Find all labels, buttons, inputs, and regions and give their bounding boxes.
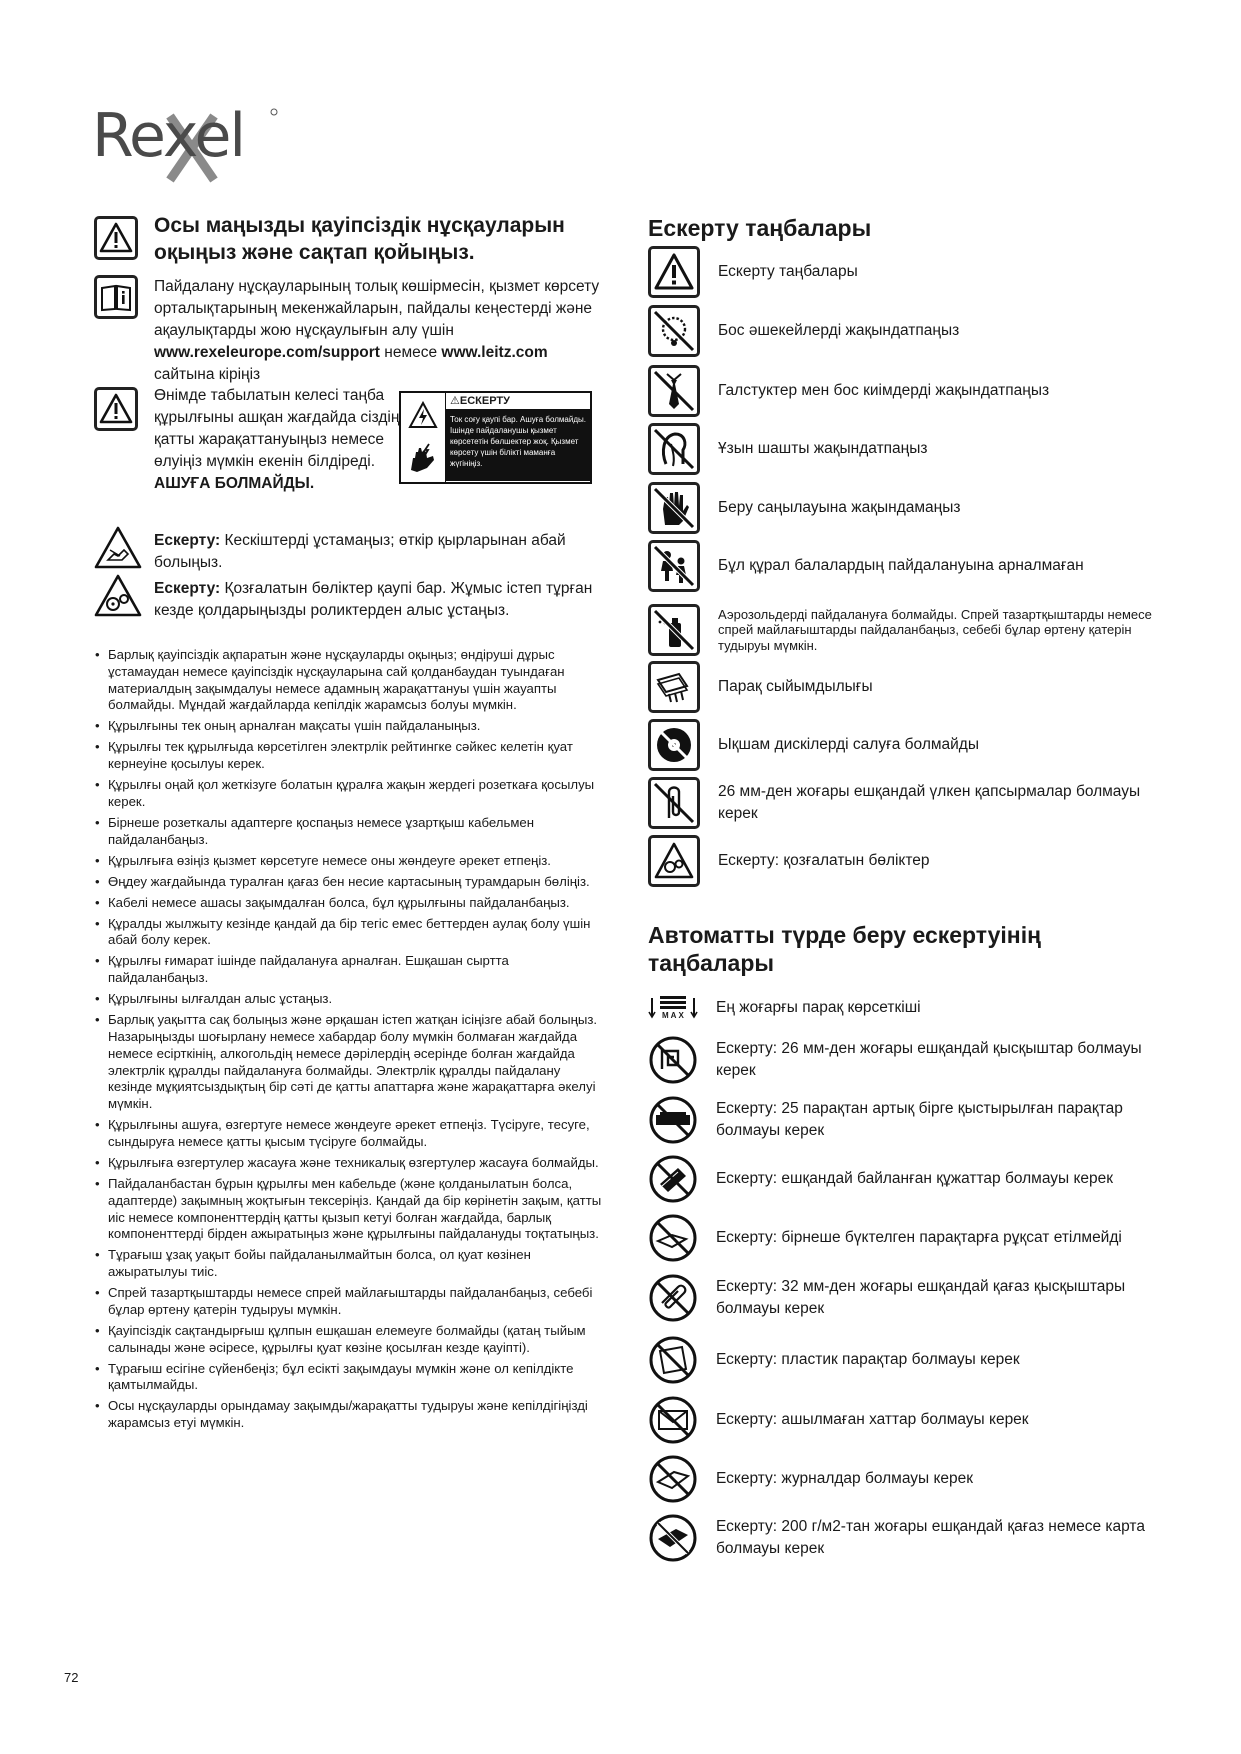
no-envelopes-icon: [648, 1395, 698, 1445]
symbol-row: Бұл құрал балалардың пайдалануына арналмаған: [648, 541, 1168, 591]
warning-label-title: ⚠ЕСКЕРТУ: [446, 393, 590, 410]
symbol-row: Парақ сыйымдылығы: [648, 662, 1168, 712]
moving-parts-icon: [648, 835, 700, 887]
symbol-row: Беру саңылауына жақындамаңыз: [648, 483, 1168, 533]
auto-feed-heading: Автоматты түрде беру ескертуінің таңбалары: [648, 922, 1041, 976]
no-aerosol-icon: [648, 604, 700, 656]
leitz-link[interactable]: www.leitz.com: [441, 344, 548, 361]
symbol-row: Ескерту: 25 парақтан артық бірге қыстырылған парақтар болмауы керек: [648, 1094, 1168, 1146]
no-folded-sheets-icon: [648, 1213, 698, 1263]
no-children-icon: [648, 540, 700, 592]
sheet-capacity-icon: [648, 661, 700, 713]
list-item: • Құрылғы оңай қол жеткізуге болатын құралға жақын жердегі розеткаға қосылуы керек.: [94, 777, 606, 811]
list-item: • Құралды жылжыту кезінде қандай да бір тегіс емес беттерден аулақ болу үшін абай болу керек.: [94, 916, 606, 950]
svg-text:Rexel: Rexel: [92, 101, 245, 171]
rexel-logo: [92, 96, 282, 188]
list-item: • Тұрағыш ұзақ уақыт бойы пайдаланылмайтын болса, ол қуат көзінен ажыратылуы тиіс.: [94, 1247, 606, 1281]
list-item: • Тұрағыш есігіне сүйенбеңіз; бұл есікті зақымдауы мүмкін және ол кепілдікте қамтылмайды.: [94, 1361, 606, 1395]
electric-shock-icon: [408, 401, 438, 431]
symbol-row: Ескерту таңбалары: [648, 247, 1168, 297]
list-item: • Осы нұсқауларды орындамау зақымды/жарақатты тудыруы және кепілдігіңізді жарамсыз етуі мүмкін.: [94, 1398, 606, 1432]
symbol-row: Бос әшекейлерді жақындатпаңыз: [648, 306, 1168, 356]
page-number: 72: [64, 1670, 79, 1685]
symbol-row: Ескерту: қозғалатын бөліктер: [648, 836, 1168, 886]
caution-moving-parts: Ескерту: Қозғалатын бөліктер қаупі бар. Жұмыс істеп тұрған кезде қолдарыңызды роликтерден алыс ұстаңыз.: [154, 580, 593, 619]
list-item: • Пайдаланбастан бұрын құрылғы мен кабельде (және қолданылатын болса, адаптерде) зақымның жоқтығын тексеріңіз. Қандай да бір көрінетін зақым, қатты иіс немесе компоненттердің қатты қызып кетуі болған жағдайда, барлық компоненттерді бірден ажыратыңыз және құрылғыны пайдалануды тоқтатыңыз.: [94, 1176, 606, 1243]
no-cutters-icon: [94, 526, 142, 570]
no-magazines-icon: [648, 1454, 698, 1504]
list-item: • Құрылғыға өзіңіз қызмет көрсетуге немесе оны жөндеуге әрекет етпеңіз.: [94, 853, 606, 870]
list-item: • Құрылғыны ылғалдан алыс ұстаңыз.: [94, 991, 606, 1008]
list-item: • Құрылғыны тек оның арналған мақсаты үшін пайдаланыңыз.: [94, 718, 606, 735]
warning-triangle-icon: [94, 216, 138, 260]
list-item: • Құрылғыға өзгертулер жасауға және техникалық өзгертулер жасауға болмайды.: [94, 1155, 606, 1172]
symbol-row: Ескерту: 26 мм-ден жоғары ешқандай қысқыштар болмауы керек: [648, 1034, 1168, 1086]
rexel-support-link[interactable]: www.rexeleurope.com/support: [154, 344, 380, 361]
list-item: • Құрылғы ғимарат ішінде пайдалануға арналған. Ешқашан сыртта пайдаланбаңыз.: [94, 953, 606, 987]
no-paper-clips-icon: [648, 1273, 698, 1323]
no-large-clamp-icon: [648, 1035, 698, 1085]
symbol-row: 26 мм-ден жоғары ешқандай үлкен қапсырмалар болмауы керек: [648, 778, 1168, 828]
symbol-row: Ескерту: пластик парақтар болмауы керек: [648, 1334, 1168, 1386]
symbol-row: Ескерту: ашылмаған хаттар болмауы керек: [648, 1394, 1168, 1446]
no-stapled-stack-icon: [648, 1095, 698, 1145]
symbol-row: Ықшам дискілерді салуға болмайды: [648, 720, 1168, 770]
safety-bullet-list: [94, 647, 606, 1436]
no-plastic-sheets-icon: [648, 1335, 698, 1385]
list-item: • Бірнеше розеткалы адаптерге қоспаңыз немесе ұзартқыш кабельмен пайдаланбаңыз.: [94, 815, 606, 849]
no-large-clips-icon: [648, 777, 700, 829]
symbol-row: Ескерту: 32 мм-ден жоғары ешқандай қағаз қысқыштары болмауы керек: [648, 1272, 1168, 1324]
symbol-row: Аэрозольдерді пайдалануға болмайды. Спрей тазартқыштарды немесе спрей майлағыштарды пайдаланбаңыз, себебі бұлар өртену қатерін тудыруы мүмкін.: [648, 603, 1168, 657]
shock-warning-label: [399, 391, 592, 484]
warning-symbols-heading: Ескерту таңбалары: [648, 215, 872, 241]
list-item: • Құрылғы тек құрылғыда көрсетілген электрлік рейтингке сәйкес келетін қуат кернеуіне қосылуы керек.: [94, 739, 606, 773]
warning-triangle-icon: [648, 246, 700, 298]
caution-cutters: Ескерту: Кескіштерді ұстамаңыз; өткір қырларынан абай болыңыз.: [154, 532, 566, 571]
safety-heading: Осы маңызды қауіпсіздік нұсқауларын оқыңыз және сақтап қойыңыз.: [154, 214, 565, 264]
no-hand-icon: [648, 482, 700, 534]
symbol-row: Ұзын шашты жақындатпаңыз: [648, 424, 1168, 474]
hand-shock-icon: [407, 440, 439, 474]
list-item: • Кабелі немесе ашасы зақымдалған болса, бұл құрылғыны пайдаланбаңыз.: [94, 895, 606, 912]
symbol-row: Ескерту: бірнеше бүктелген парақтарға рұқсат етілмейді: [648, 1212, 1168, 1264]
no-cd-icon: [648, 719, 700, 771]
symbol-row: Галстуктер мен бос киімдерді жақындатпаңыз: [648, 366, 1168, 416]
list-item: • Өңдеу жағдайында туралған қағаз бен несие картасының турамдарын бөліңіз.: [94, 874, 606, 891]
intro-paragraph: Пайдалану нұсқауларының толық көшірмесін, қызмет көрсету орталықтарының мекенжайларын, пайдалы кеңестерді және ақаулықтарды жою нұсқаулығын алу үшін www.rexeleurope.com/support немесе www.leitz.com сайтына кіріңіз: [154, 278, 600, 383]
symbol-row: MAX Ең жоғарғы парақ көрсеткіші: [648, 994, 1168, 1022]
moving-parts-icon: [94, 574, 142, 618]
list-item: • Барлық уақытта сақ болыңыз және әрқашан істеп жатқан ісіңізге абай болыңыз. Назарыңызды шоғырлану немесе хабардар болу мүмкін болмаған жағдайда немесе есірткінің, алкогольдің немесе дәрілердің әсерінде болған жағдайда электрлік құралды пайдалануға болмайды. Электрлік құралды пайдалану кезінде мұқиятсыздықтың бір сәті де қатты апаттарға және жарақаттарға әкелуі мүмкін.: [94, 1012, 606, 1113]
no-jewelry-icon: [648, 305, 700, 357]
no-tie-icon: [648, 365, 700, 417]
no-long-hair-icon: [648, 423, 700, 475]
warning-triangle-icon: [94, 387, 138, 431]
no-bound-docs-icon: [648, 1154, 698, 1204]
no-heavy-paper-icon: [648, 1513, 698, 1563]
manual-info-icon: [94, 275, 138, 319]
list-item: • Барлық қауіпсіздік ақпаратын және нұсқауларды оқыңыз; өндіруші дұрыс ұстамаудан немесе қауіпсіздік нұсқауларына сай қолданбаудан туындаған материалдың зақымдалуы немесе адамның жарақаттануы үшін жауапты болмайды. Мұндай жағдайларда кепілдік жарамсыз болуы мүмкін.: [94, 647, 606, 714]
symbol-row: Ескерту: журналдар болмауы керек: [648, 1453, 1168, 1505]
warning-label-body: Ток соғу қаупі бар. Ашуға болмайды. Ішінде пайдаланушы қызмет көрсететін бөлшектер жоқ. Қызмет көрсету үшін білікті маманға жүгініңіз.: [446, 410, 590, 481]
max-sheet-icon: MAX: [648, 994, 698, 1022]
danger-paragraph: Өнімде табылатын келесі таңба құрылғыны ашқан жағдайда сіздің қатты жарақаттануыңыз немесе өлуіңіз мүмкін екенін білдіреді. АШУҒА БОЛМАЙДЫ.: [154, 387, 400, 492]
list-item: • Спрей тазартқыштарды немесе спрей майлағыштарды пайдаланбаңыз, себебі бұлар өртену қатерін тудыруы мүмкін.: [94, 1285, 606, 1319]
symbol-row: Ескерту: 200 г/м2-тан жоғары ешқандай қағаз немесе карта болмауы керек: [648, 1512, 1168, 1564]
list-item: • Құрылғыны ашуға, өзгертуге немесе жөндеуге әрекет етпеңіз. Түсіруге, тесуге, сындыруға немесе қатты қысым түсіруге болмайды.: [94, 1117, 606, 1151]
list-item: • Қауіпсіздік сақтандырғыш құлпын ешқашан елемеуге болмайды (қатаң тыйым салынады және әсіресе, құрылғы қуат көзіне қосылған кезде қауіпті).: [94, 1323, 606, 1357]
symbol-row: Ескерту: ешқандай байланған құжаттар болмауы керек: [648, 1153, 1168, 1205]
